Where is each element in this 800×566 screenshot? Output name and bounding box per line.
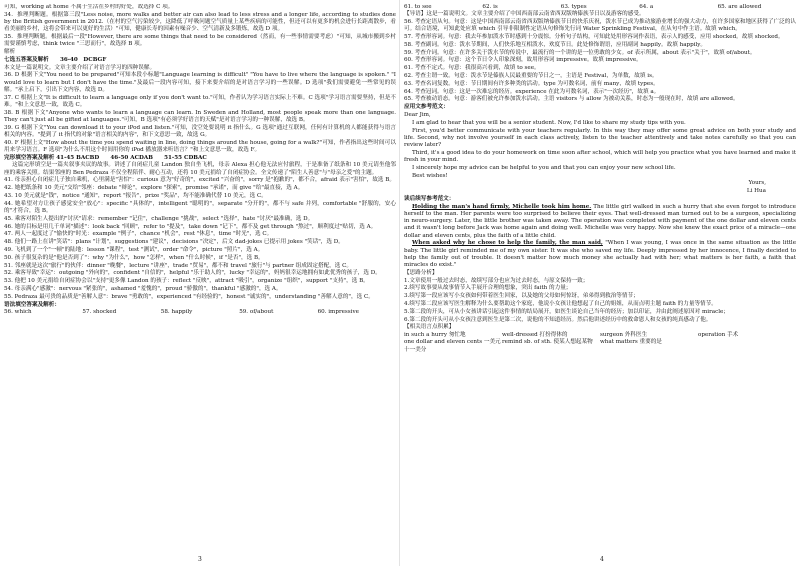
section-heading: 完形填空答案及解析 41-45 BACBD 46-50 ACDAB 51-55 CDBAC xyxy=(4,154,207,161)
text-line: 54. 母亲满心"感激"：nervous "紧张的"，ashamed "羞愧的"，proud "骄傲的"，thankful "感激的"，选 A。 xyxy=(4,285,282,292)
page-right xyxy=(404,4,796,560)
answer-item: 62. is xyxy=(482,4,498,10)
essay-paragraph: First, you'd better communicate with your teachers regularly. In this way they may offer some great advice on both your study and life. Second, why not involve yourself in each class actively, listen to the teacher attentively and take notes carefully so that you can review later? xyxy=(404,127,796,148)
continuation-paragraph xyxy=(404,204,796,240)
text-line: 38. B 根据下文"Anyone who wants to learn a language can learn. In Sweden and Holland, most people speak more than one language. They can't just all be gifted at languages."可知，B 选项"有必须学好语言的天赋"是对语言学习的一种误解，故选 B。 xyxy=(4,109,396,123)
vocab-item: remind sb. of sth. 使某人想起某物 xyxy=(502,339,593,346)
text-line: 39. G 根据下文"You can download it to your iPod and listen."可知，没空处要说明 it 指什么。G 选项"通过互联网，任何有计算机的人都能获得与语言相关的内容。"提到了 it 指代的对象"语言相关的内容"，和下文意思一致，故选 G。 xyxy=(4,124,396,138)
text-line: 50. 孩子很复杂的是"他是否到了"：why "为什么"，how "怎样"，when "什么时候"，if "是否"，选 B。 xyxy=(4,254,264,261)
text-line: 52. 乘客导致"幸运"：outgoing "外向的"，confident "自信的"，helpful "乐于助人的"，lucky "幸运的"，妈妈很幸运地拥有如此优秀的孩子，选 D。 xyxy=(4,270,381,277)
page-number: 3 xyxy=(198,556,202,563)
answer-item: 56. which xyxy=(4,309,32,316)
text-line: 53. 他把 10 美元捐给自闭症协会以"支持"更多像 Landon 的孩子：reflect "反映"，attract "吸引"，organize "组织"，support "支持"，选 B。 xyxy=(4,278,369,285)
text-line: 58. 考查副词。句意：泼水节期间，人们快乐地互相泼水，欢度节日。此处修饰谓语，应用副词 happily。故填 happily。 xyxy=(404,41,707,48)
text-line: 40. F 根据上文"How about the time you spend waiting in line, doing things around the house, going for a walk?"可知，作者指出这些时间可以用来学习语言。F 选项"为什么不用这个时间用你的 iPod 播放器来听语言？"和上文意思一致，故选 F。 xyxy=(4,139,396,153)
section-heading: 语法填空答案及解析： xyxy=(4,301,60,308)
paragraph-body: The little girl walked in such a hurry that she even forgot to introduce herself to the man. Her parents were too surprised to believe their eyes. That well-dressed man turned out to be a surgeon, specializing in neuro-surgery. Later, the little brother was taken away. The operation was completed with payment of the one dollar and eleven cents and it wasn't long before Jack was home again and doing well. Michelle was very happy. Now she knew the exact price of a miracle—one dollar and eleven cents, plus the faith of a little child. xyxy=(404,203,796,239)
section-heading: 应用文参考范文： xyxy=(404,104,449,111)
analysis-notes xyxy=(404,270,796,324)
vocab-item: surgeon 外科医生 xyxy=(600,332,648,339)
text-line: 64. 考查冠词。句意：这是一次难忘的经历。experience 在此为可数名词，表示"一次经历"，故填 a。 xyxy=(404,88,660,95)
grammar-explanations xyxy=(404,11,796,103)
vocab-item: one dollar and eleven cents 一美元十一美分 xyxy=(404,339,501,353)
essay-signature: Li Hua xyxy=(746,188,766,195)
text-line: 41. 母亲担心自闭症儿子独自乘机，心里满是"害怕"：curious 意为"好奇的"，excited "兴奋的"，sorry 是"抱歉的"，都不合，afraid 表示"害怕"，故选 B。 xyxy=(4,177,396,184)
vocab-item xyxy=(698,339,796,353)
paragraph-lead: When asked why he chose to help the family, the man said, xyxy=(412,240,603,247)
essay-paragraph: Third, it's a good idea to do your homework on time soon after school, which will help you practice what you have learned and make it fresh in your mind. xyxy=(404,149,796,163)
text-line: 2.续写故事要从故事情节入手展开合理的想象，突出 faith 的力量； xyxy=(404,285,572,292)
text-line: 44. 她希望对方让孩子感觉安全"放心"：specific "具体的"，intelligent "聪明的"，separate "分开的"，都不与 safe 并列，comfortable "舒服的，安心的"才符合，选 B。 xyxy=(4,200,396,214)
text-line: 55. Pedraza 最可贵的品质是"善解人意"：brave "勇敢的"，experienced "有经验的"，honest "诚实的"，understanding "善解人意的"，选 C。 xyxy=(4,293,374,300)
text-line: 6.第二段的开头可从小女孩注意到医生是第二次，说他的不知道经历。然后他讲述经历中的救命恩人和女孩的纯真感动了他。 xyxy=(404,316,712,323)
vocab-item: well-dressed 打扮得体的 xyxy=(502,332,568,339)
vocab-item: in such a hurry 匆忙地 xyxy=(404,332,466,339)
vocab-list xyxy=(404,332,796,354)
text-line: 56. 考查定语从句。句意：这是中国西南部云南省西双版纳傣族节日的快乐庆祝，泼水节已成为推动旅游业增长的强大动力，在许多国家和地区获得了广泛的认可。结合语境，可知此处应填 which 引导非限制性定语从句修饰先行词 Water Sprinkling Festival，在从句中作主语。故填 which。 xyxy=(404,19,796,33)
answer-item: 64. a xyxy=(639,4,654,10)
text-line: 34．推理判断题。根据第三段"Less noise, more walks and better air can also lead to less stress and a longer life, according to studies done by the British government in 2012.（在村的空气污染较少，这降低了呼吸问题空气质量上某些疾病的可能性，但还可以有更多的机会进行长距离散步，看看美丽的乡村，这将会带来可以更好的生活）"可知，健康长寿的因素有噪音少、空气清新及多锻炼，故选 D 项。 xyxy=(4,11,396,33)
text-line: 48. 他们一路上在讲"笑话"：plans "计划"，suggestions "建议"，decisions "决定"，后文 dad-jokes 已提示用 jokes "笑话"，选 D。 xyxy=(4,239,344,246)
answer-item: 60. impressive xyxy=(317,309,359,316)
section-heading: 七选五答案及解析 36-40 DCBGF xyxy=(4,56,107,63)
text-line: 35．推理判断题。根据最后一段"However, there are some things that need to be considered（然而，有一些事情需要考虑）"可知，从城市搬到乡村需要谨慎考虑，think twice "三思而行"，故选择 B 项。 xyxy=(4,34,396,48)
answer-item: 59. of/about xyxy=(239,309,274,316)
application-essay xyxy=(404,112,796,195)
essay-paragraph: I sincerely hope my advice can be helpful to you and that you can enjoy your new school life. xyxy=(412,164,676,171)
text-line: 65. 考查被动语态。句意：游客们被允许参加泼水活动。主语 visitors 与 allow 为被动关系，时态为一般现在时，故填 are allowed。 xyxy=(404,96,739,103)
text-line: 45. 乘客对陌生人提出的"讨厌"请求：remember "记住"，challenge "挑战"，select "选择"，hate "讨厌"最准确，选 D。 xyxy=(4,215,314,222)
essay-paragraph: Best wishes! xyxy=(412,172,448,179)
text-line: 5.第二段的开头，可从小女孩讲话引起这件事情的结局展开，如医生谈论自己当年的经历；加以印证，并由此阐述原因对 miracle； xyxy=(404,308,729,315)
answer-item: 58. happily xyxy=(160,309,193,316)
text-line: 59. 考查介词。句意：在许多关于泼水节的传说中，最流行的一个讲的是一位勇敢的少女。of 表示所属，about 表示"关于"，故填 of/about。 xyxy=(404,49,756,56)
text-line: 61. 考查不定式。句意：我很高兴看到，故填 to see。 xyxy=(404,65,540,72)
text-line: 本文是一篇说明文。文章主要介绍了对语言学习的四种误解。 xyxy=(4,64,156,71)
essay-greeting: Dear Jim, xyxy=(404,111,431,118)
page-divider xyxy=(399,0,400,566)
text-line: 60. 考查形容词。句意：这个节日令人印象深刻，故用形容词 impressive。故填 impressive。 xyxy=(404,57,642,64)
answer-item: 61. to see xyxy=(404,4,432,10)
paragraph-body: "When I was young, I was once in the same situation as the little baby. The little girl reminded me of my own sister. It was she who saved my life. Deeply impressed by her innocence, I finally decided to help the family out of trouble. It doesn't matter how much money she actually had with her; what matters is her faith, a faith that miracles do exist." xyxy=(404,240,796,268)
grammar-answers xyxy=(4,309,396,316)
paragraph-lead: Holding the man's hand firmly, Michelle took him home. xyxy=(412,203,592,210)
text-line: 4.续写第二段应该写医生解释为什么要帮助这个家庭，他说小女孩让他想起了自己的姐姐，从而点明主题 faith 的力量等情节。 xyxy=(404,300,717,307)
text-line: 57. 考查形容词。句意：我去年参加泼水节时感到十分震惊。分析句子结构，可知此处用形容词作表语，表示人的感受，应用 shocked。故填 shocked。 xyxy=(404,34,784,40)
answer-item: 63. types xyxy=(560,4,587,10)
text-line: 43. 10 美元就是"钱"，notice "通知"，report "报告"，prize "奖品"，均不能准确代替 10 美元，选 C。 xyxy=(4,192,267,199)
text-line: 解析 xyxy=(4,49,16,55)
text-line: 46. 她的目标是用几千单词"描述"：look back "回顾"，refer to "提及"，take down "记下"，都不及 get through "熬过"，顺利度过"贴切，选 A。 xyxy=(4,223,377,230)
text-line: 62. 考查主谓一致。句意：泼水节是傣族人民最重要的节日之一，主语是 Festival，为单数，故填 is。 xyxy=(404,72,658,79)
page-number: 4 xyxy=(600,556,604,563)
essay-closing: Yours, xyxy=(748,180,766,187)
section-cloze xyxy=(4,162,396,301)
text-line: 【思路分析】 xyxy=(404,269,438,276)
section-seven-choose-five xyxy=(4,65,396,154)
text-line: 1.文章使用一般过去时态，故续写部分也应为过去时态，与原文保持一致； xyxy=(404,277,589,284)
text-line: 【导语】这是一篇说明文。文章主要介绍了中国西南部云南省西双版纳傣族节日以及游客的感受。 xyxy=(404,11,645,18)
text-line: 36. D 根据下文"You need to be prepared"可知本段小标题"Language learning is difficult" "You have to live where the language is spoken." "I would love to learn but I don't have the time."及最后一段内容可知，接下来要介绍的是对语言学习的一些误解。D 选项"我们需要避免一些常见的误解。"承上启下，引出下文内容，故选 D。 xyxy=(4,72,396,93)
text-line: 可知，working at home 不属于生活在乡村的好处，故选择 C 项。 xyxy=(4,4,174,10)
text-line: 47. 两人一起度过了"愉快的"时光：example "例子"，chance "机会"，rest "休息"，time "时光"，选 C。 xyxy=(4,231,273,238)
text-line: 63. 考查名词复数。句意：节日期间有许多种类的活动。type 为可数名词，前有 many，故填 types。 xyxy=(404,80,659,87)
vocab-item: operation 手术 xyxy=(698,332,739,339)
answer-item: 65. are allowed xyxy=(717,4,762,10)
continuation-paragraph xyxy=(404,240,796,269)
section-heading: 读后续写参考范文： xyxy=(404,195,455,202)
section-heading: 【相关语言点积累】 xyxy=(404,324,455,331)
page-left xyxy=(4,4,396,560)
vocab-item: what matters 重要的是 xyxy=(600,339,662,346)
text-line: 3.续写第一段应该写小女孩如何带着医生回家，以及她的父母如何惊讶，弟弟得到救治等情节； xyxy=(404,293,639,300)
text-line: 42. 她把纸条和 10 美元"交给"邻座：debate "辩论"，explore "探索"，promise "承诺"，而 give "给"最直接，选 A。 xyxy=(4,185,304,192)
text-line: 这篇完形填空是一篇夹叙事夹议的故事。讲述了自闭症儿童 Landon 独自坐飞机，母亲 Alexa 担心他无法应付旅程，于是准备了纸条和 10 美元请坐他邻座的乘客关照。结果邻座的 Ben Pedraza 不仅全程陪伴、耐心互动，还将 10 美元捐给了自闭症协会。全文传递了"陌生人善意"与"母亲之爱"的主题。 xyxy=(4,162,396,176)
answer-item: 57. shocked xyxy=(82,309,117,316)
left-intro-lines xyxy=(4,4,396,56)
text-line: 49. 飞机到了一个"一顿"的陆地：lesson "课程"，test "测试"，order "命令"，picture "照片"，选 A。 xyxy=(4,246,264,253)
text-line: 37. C 根据上文"It is difficult to learn a language only if you don't want to."可知，作者认为学习语言实际上不难。C 选项"学习语言需要坚持，但是不难。"和上文意思一致，故选 C。 xyxy=(4,94,396,108)
essay-paragraph: I am glad to hear that you will be a senior student. Now, I'd like to share my study tips with you. xyxy=(412,119,686,126)
text-line: 51. 邻座就是这次"旅行"的伙伴：dinner "晚餐"，lecture "讲座"，trade "贸易"，都不和 travel "旅行"与 partner 组成固定搭配，选 C。 xyxy=(4,262,352,269)
continuation-essay xyxy=(404,204,796,269)
